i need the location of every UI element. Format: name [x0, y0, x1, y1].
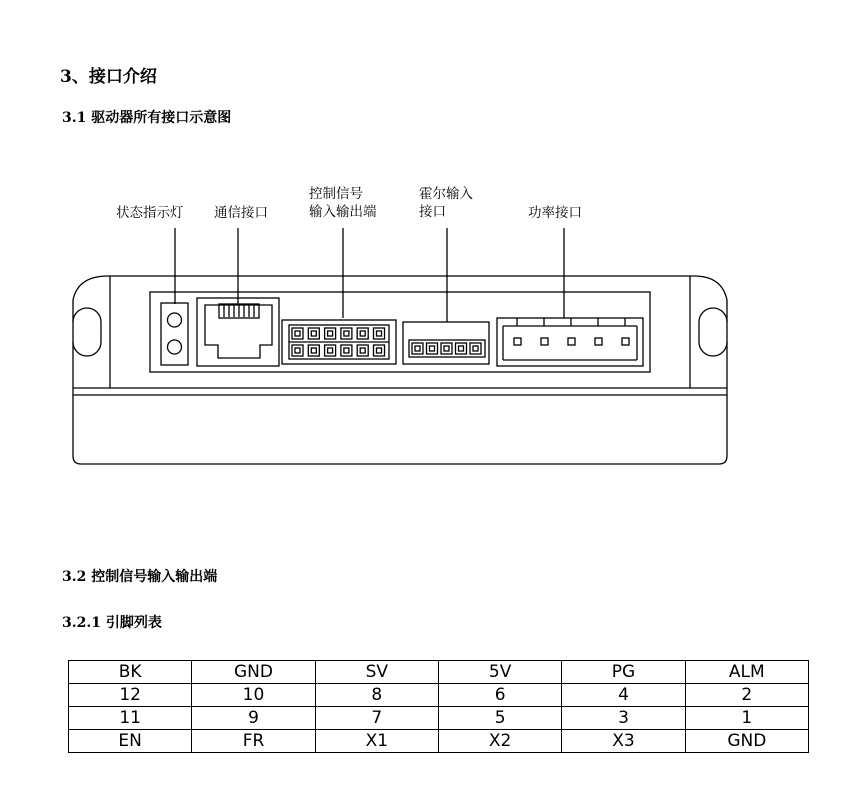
hall-pin: [441, 343, 452, 354]
io-pin: [292, 328, 303, 339]
table-cell: 1: [685, 707, 808, 730]
table-row: [69, 707, 809, 730]
table-cell: X3: [562, 730, 685, 753]
io-pin: [341, 345, 352, 356]
pin-list-table: [68, 660, 809, 753]
io-pin-contact: [344, 348, 349, 353]
callout-control-io-line1: 控制信号: [309, 186, 363, 202]
io-pin-contact: [311, 331, 316, 336]
hall-pin: [456, 343, 467, 354]
callout-control-io-line2: 输入输出端: [309, 204, 377, 220]
hall-pin-contact: [473, 346, 478, 351]
table-cell: 5: [438, 707, 561, 730]
io-pin-contact: [360, 348, 365, 353]
io-pin-contact: [295, 331, 300, 336]
power-pin: [622, 338, 629, 345]
status-led-block: [161, 303, 188, 365]
control-io-connector: [282, 320, 396, 364]
table-cell: 11: [69, 707, 192, 730]
power-pin: [541, 338, 548, 345]
table-cell: 3: [562, 707, 685, 730]
io-pin: [325, 345, 336, 356]
table-cell: 12: [69, 684, 192, 707]
hall-input-pins: [412, 343, 481, 354]
table-row: [69, 684, 809, 707]
io-pin-contact: [328, 331, 333, 336]
table-cell: SV: [315, 661, 438, 684]
hall-pin-contact: [415, 346, 420, 351]
driver-housing: [73, 276, 727, 464]
power-pin: [595, 338, 602, 345]
io-pin: [357, 328, 368, 339]
table-cell: 7: [315, 707, 438, 730]
callout-comm-port: 通信接口: [214, 205, 268, 221]
table-cell: GND: [192, 661, 315, 684]
table-cell: PG: [562, 661, 685, 684]
hall-pin: [412, 343, 423, 354]
table-cell: ALM: [685, 661, 808, 684]
callout-hall-input-line2: 接口: [419, 204, 446, 220]
power-connector: [497, 318, 643, 366]
io-pin: [325, 328, 336, 339]
io-pin: [341, 328, 352, 339]
io-pin-contact: [377, 331, 382, 336]
left-mount-slot: [73, 308, 101, 356]
table-cell: EN: [69, 730, 192, 753]
hall-pin: [427, 343, 438, 354]
table-cell: 2: [685, 684, 808, 707]
io-pin: [374, 328, 385, 339]
power-pin: [514, 338, 521, 345]
hall-pin-contact: [444, 346, 449, 351]
callout-status-led: 状态指示灯: [116, 205, 184, 221]
table-cell: BK: [69, 661, 192, 684]
table-cell: 6: [438, 684, 561, 707]
table-cell: 8: [315, 684, 438, 707]
table-cell: GND: [685, 730, 808, 753]
io-pin-contact: [328, 348, 333, 353]
table-cell: X1: [315, 730, 438, 753]
io-pin-contact: [377, 348, 382, 353]
table-cell: X2: [438, 730, 561, 753]
power-pin: [568, 338, 575, 345]
io-pin-contact: [360, 331, 365, 336]
table-row: [69, 661, 809, 684]
hall-pin-contact: [459, 346, 464, 351]
section-3-2-1-heading: 3.2.1 引脚列表: [62, 615, 162, 631]
io-pin: [374, 345, 385, 356]
table-cell: 4: [562, 684, 685, 707]
power-pins: [514, 318, 629, 345]
section-3-2-heading: 3.2 控制信号输入输出端: [62, 569, 218, 585]
io-pin-contact: [295, 348, 300, 353]
hall-pin-contact: [430, 346, 435, 351]
section-3-heading: 3、接口介绍: [60, 67, 157, 87]
io-pin: [357, 345, 368, 356]
io-pin-contact: [344, 331, 349, 336]
io-pin-contact: [311, 348, 316, 353]
table-cell: FR: [192, 730, 315, 753]
io-pin: [308, 328, 319, 339]
table-row: [69, 730, 809, 753]
table-cell: 9: [192, 707, 315, 730]
io-pin: [308, 345, 319, 356]
table-cell: 10: [192, 684, 315, 707]
io-pin: [292, 345, 303, 356]
table-cell: 5V: [438, 661, 561, 684]
callout-power-port: 功率接口: [528, 205, 582, 221]
right-mount-slot: [699, 308, 727, 356]
hall-pin: [470, 343, 481, 354]
rj45-comm-port: [197, 298, 279, 366]
section-3-1-heading: 3.1 驱动器所有接口示意图: [62, 110, 232, 126]
callout-hall-input-line1: 霍尔输入: [419, 186, 473, 202]
